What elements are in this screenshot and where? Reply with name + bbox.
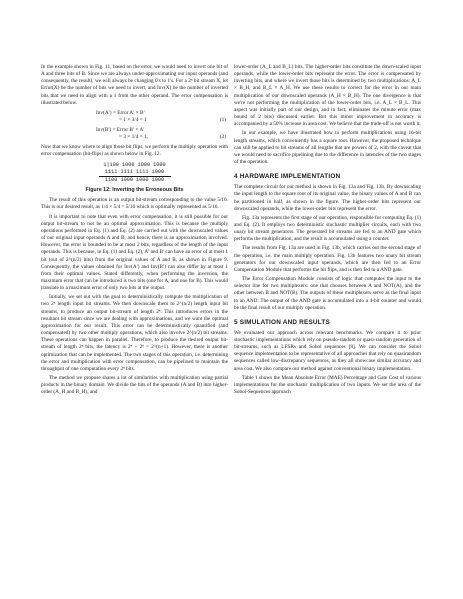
equation-2-number: (2) — [219, 133, 226, 140]
paragraph: In the example shown in Fig. 11, based on the error, we would need to invert one bit of A and three bits of B. Since we are always under-approximating our input operands (and consequently, the result), we will always be changing 0's to 1's. For a 2ⁿ bit stream X, let Error(X) be the number of bits we need to invert, and Inv(X) be the number of inverted bits that we need to align with a 1 from the other operand. The error compensation is illustrated below. — [41, 64, 228, 106]
paragraph: lower-order (A_L and B_L) bits. The higher-order bits constitute the down-scaled input operands, while the lower-order bits represent the error. The error is compensated by inverting bits, and where we invert those bits is determined by two multiplications: A_L × B_H, and B_L × A_H. We use these results to correct for the error in our main multiplication of our downscaled operands (A_H × B_H). The one divergence is that we're not performing the multiplication of the lower-order bits, i.e. A_L × B_L. This aspect was initially part of our design, and in fact, eliminates the minute error (max bound of 2 bits) discussed earlier. But this minor improvement in accuracy is accompanied by a 50% increase in area cost. We believe that the trade-off is not worth it. — [234, 64, 421, 128]
equation-1-line-2: = 1 × 3/4 = 1 — [119, 116, 147, 123]
right-column — [234, 64, 421, 398]
paragraph: We evaluated our approach across relevant benchmarks. We compare it to prior stochastic implementations which rely on pseudo-random or quasi-random generation of bit-streams, such as LFSRs and Sobol sequences [8]. We can consider the Sobol sequence implementation to be representative of all approaches that rely on quasirandom sequences called low-discrepancy sequences, as they all showcase similar accuracy and area cost. We also compare our method against conventional binary implementation. — [234, 329, 421, 372]
paragraph: Initially, we set out with the goal to deterministically compute the multiplication of two 2ⁿ length input bit streams. We then downscale them to 2^(n/2) length input bit streams, to produce an output bit-stream of length 2ⁿ. This introduces errors in the resultant bit stream since we are dealing with approximations, and we want the optimal approximation for our result. This error can be deterministically quantified (and compensated) by two other multiply operations, which also involve 2^(n/2) bit streams. These operations can happen in parallel. Therefore, to produce the desired output bit-stream of length 2ⁿ bits, the latency is 2ⁿ + 2ⁿ = 2^(n+1). However, there is another optimization that can be implemented. The two stages of this operation, i.e. determining the error and multiplication with error compensation, can be pipelined to maintain the throughput of one computation every 2ⁿ bits. — [41, 294, 228, 372]
paragraph: It is important to note that even with error compensation, it is still possible for our output bit-stream to not be an optimal approximation. This is because the multiply operations performed in Eq. (1) and Eq. (2) are carried out with the downscaled values of our original input operands A and B, and hence, there is an approximation involved. However, the error is bounded to be at most 2 bits, regardless of the length of the input operands. This is because, in Eq. (1) and Eq. (2), A′ and B′ can have an error of at most 1 bit (out of 2^(n/2) bits) from the original values of A and B, as shown in Figure 9. Consequently, the values obtained for Inv(A′) and Inv(B′) can also differ by at most 1 from their optimal values. Stated differently, when performing the inversion, the maximum error that can be introduced is two bits (one for A, and one for B). This would translate to a maximum error of only two bits at the output. — [41, 213, 228, 292]
paragraph: In our example, we have illustrated how to perform multiplications using 16-bit length streams, which conveniently has a square root. However, the proposed technique can still be applied to bit streams of all lengths that are powers of 2, with the caveat that we would need to sacrifice pipelining due to the difference in latencies of the two stages of the operation. — [234, 130, 421, 166]
section-heading-hardware: 4 HARDWARE IMPLEMENTATION — [234, 173, 341, 181]
paragraph: The Error Compensation Module consists of logic that computes the input to the selector line for two multiplexers: one that chooses between A and NOT(A), and the other between B and NOT(B). The outputs of these multiplexers serve as the final input to an AND. The output of the AND gate is accumulated into a 4-bit counter and would be the final result of our multiply operation. — [234, 276, 421, 311]
bit-stream-figure — [41, 162, 228, 183]
bit-stream-row-3: 1100 1000 1000 1000 — [104, 176, 165, 183]
paragraph: The results from Fig. 13a are used in Fig. 13b, which carries out the second stage of the operation, i.e. the main multiply operation. Fig. 13b features two unary bit stream generators for our downscaled input operands, which are then fed to an Error Compensation Module that performs the bit flips, and is then fed to a AND gate. — [234, 245, 421, 273]
figure-caption: Figure 12: Inverting the Erroneous Bits — [85, 187, 184, 194]
paragraph: The method we propose shares a lot of similarities with multiplication using partial products in the binary domain. We divide the bits of the operands (A and B) into higher-order (A_H and B_H), and — [41, 375, 228, 396]
equation-1-number: (1) — [219, 116, 226, 123]
paragraph: Now that we know where to align those bit flips, we perform the multiply operation with error compensation (bit-flips) as shown below in Fig. 12. — [41, 143, 228, 158]
paragraph: Table 1 shows the Mean Absolute Error (MAE) Percentage and Gate Cost of various implementations for the stochastic multiplication of two inputs. We set the area of the Sobol-Sequences approach — [234, 374, 421, 396]
left-column — [41, 64, 228, 398]
equation-2-line-2: = 3 × 1/4 = 1, — [119, 133, 148, 140]
bit-stream-row-2: 1111 1111 1111 1000 — [104, 168, 165, 175]
equation-2 — [41, 127, 228, 141]
equation-1-line-1: Inv(A′) = Error A′ × B′ — [96, 109, 145, 116]
section-heading-simulation: 5 SIMULATION AND RESULTS — [234, 318, 330, 326]
paragraph: The result of this operation is an output bit-stream corresponding to the value 5/16. This is our desired result, as 1/4 × 5/4 = 5/16 which is optimally represented as 5/16. — [41, 197, 228, 211]
equation-1 — [41, 110, 228, 124]
paragraph: Fig. 13a represents the first stage of our operation, responsible for computing Eq. (1) and Eq. (2). It employs two deterministic stochastic multiplier circuits, each with two unary bit stream generators. The generated bit streams are fed to an AND gate which performs the multiplication, and the result is accumulated using a counter. — [234, 214, 421, 243]
bit-stream-row-1: 1|100 1000 1000 1000 — [103, 162, 166, 169]
paragraph: The complete circuit for our method is shown in Fig. 13a and Fig. 13b. By downscaling the input length to the square root of its original value, the binary values of A and B can be partitioned in half, as shown in the figure. The higher-order bits represent our downscaled operands, while the lower-order bits represent the error. — [234, 184, 421, 212]
equation-2-line-1: Inv(B′) = Error B′ × A′ — [96, 126, 145, 133]
